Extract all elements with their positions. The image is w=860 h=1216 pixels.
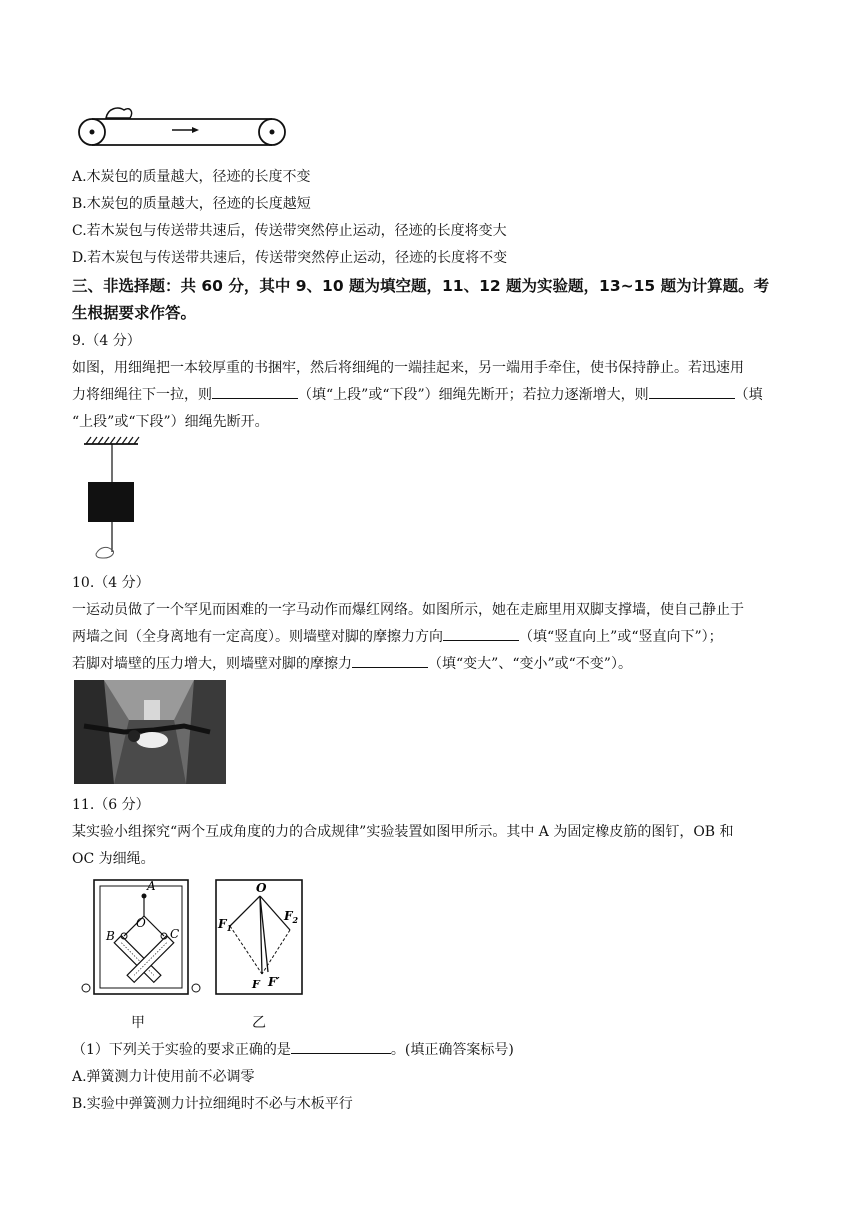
q11-sub1-text-b: 。(填正确答案标号)	[390, 1042, 514, 1058]
q10-text-line1: 一运动员做了一个罕见而困难的一字马动作而爆红网络。如图所示，她在走廊里用双脚支撑墙，使自己静止于	[72, 602, 744, 618]
q9-number: 9.（4 分）	[72, 333, 141, 349]
figure-jia-apparatus	[78, 876, 204, 998]
label-o: O	[136, 916, 146, 930]
book-on-string-figure	[82, 434, 142, 564]
q10-text-3b: （填“变大”、“变小”或“不变”）。	[428, 656, 632, 672]
label-f1: $F_1$	[218, 917, 233, 933]
q10-text-3a: 若脚对墙壁的压力增大，则墙壁对脚的摩擦力	[72, 656, 352, 672]
option-c: C.若木炭包与传送带共速后，传送带突然停止运动，径迹的长度将变大	[72, 223, 507, 239]
q9-text-2b: （填“上段”或“下段”）细绳先断开；若拉力逐渐增大，则	[298, 387, 649, 403]
q9-text-line3: “上段”或“下段”）细绳先断开。	[72, 414, 269, 430]
q9-blank-2[interactable]	[649, 384, 735, 399]
q9-text-2c: （填	[734, 387, 763, 403]
q11-sub1-text-a: （1）下列关于实验的要求正确的是	[72, 1042, 291, 1058]
q11-option-b: B.实验中弹簧测力计拉细绳时不必与木板平行	[72, 1096, 353, 1112]
q11-text-line1: 某实验小组探究“两个互成角度的力的合成规律”实验装置如图甲所示。其中 A 为固定橡皮筋的图钉，OB 和	[72, 824, 734, 840]
q10-text-2b: （填“竖直向上”或“竖直向下”）；	[519, 629, 723, 645]
q11-text-line2: OC 为细绳。	[72, 851, 155, 867]
q10-blank-1[interactable]	[443, 626, 519, 641]
label-c: C	[170, 927, 180, 941]
option-b: B.木炭包的质量越大，径迹的长度越短	[72, 196, 311, 212]
q11-blank-1[interactable]	[291, 1039, 391, 1054]
conveyor-belt-figure	[78, 100, 290, 150]
label-a: A	[147, 879, 156, 893]
q10-text-line3	[72, 653, 632, 673]
q10-number: 10.（4 分）	[72, 575, 150, 591]
label-f: F	[252, 978, 260, 991]
figure-yi-force-diagram	[214, 876, 306, 998]
q11-sub1	[72, 1039, 514, 1059]
caption-jia: 甲	[131, 1015, 145, 1031]
label-o-2: O	[256, 881, 267, 895]
athlete-photo	[74, 680, 226, 784]
q10-text-line2	[72, 626, 723, 646]
label-b: B	[106, 929, 115, 943]
q10-blank-2[interactable]	[352, 653, 428, 668]
section-heading-line1: 三、非选择题：共 60 分，其中 9、10 题为填空题，11、12 题为实验题，13~15 题为计算题。考	[72, 277, 770, 295]
q9-text-2a: 力将细绳往下一拉，则	[72, 387, 212, 403]
section-heading-line2: 生根据要求作答。	[72, 304, 197, 322]
q9-text-line2	[72, 384, 763, 404]
option-a: A.木炭包的质量越大，径迹的长度不变	[72, 169, 311, 185]
q11-number: 11.（6 分）	[72, 797, 150, 813]
q11-option-a: A.弹簧测力计使用前不必调零	[72, 1069, 255, 1085]
label-f2: $F_2$	[284, 909, 299, 925]
label-f-prime: F′	[268, 975, 280, 989]
caption-yi: 乙	[252, 1015, 266, 1031]
q10-text-2a: 两墙之间（全身离地有一定高度）。则墙壁对脚的摩擦力方向	[72, 629, 443, 645]
option-d: D.若木炭包与传送带共速后，传送带突然停止运动，径迹的长度将不变	[72, 250, 508, 266]
q9-text-line1: 如图，用细绳把一本较厚重的书捆牢，然后将细绳的一端挂起来，另一端用手牵住，使书保持静止。若迅速用	[72, 360, 744, 376]
q9-blank-1[interactable]	[212, 384, 298, 399]
